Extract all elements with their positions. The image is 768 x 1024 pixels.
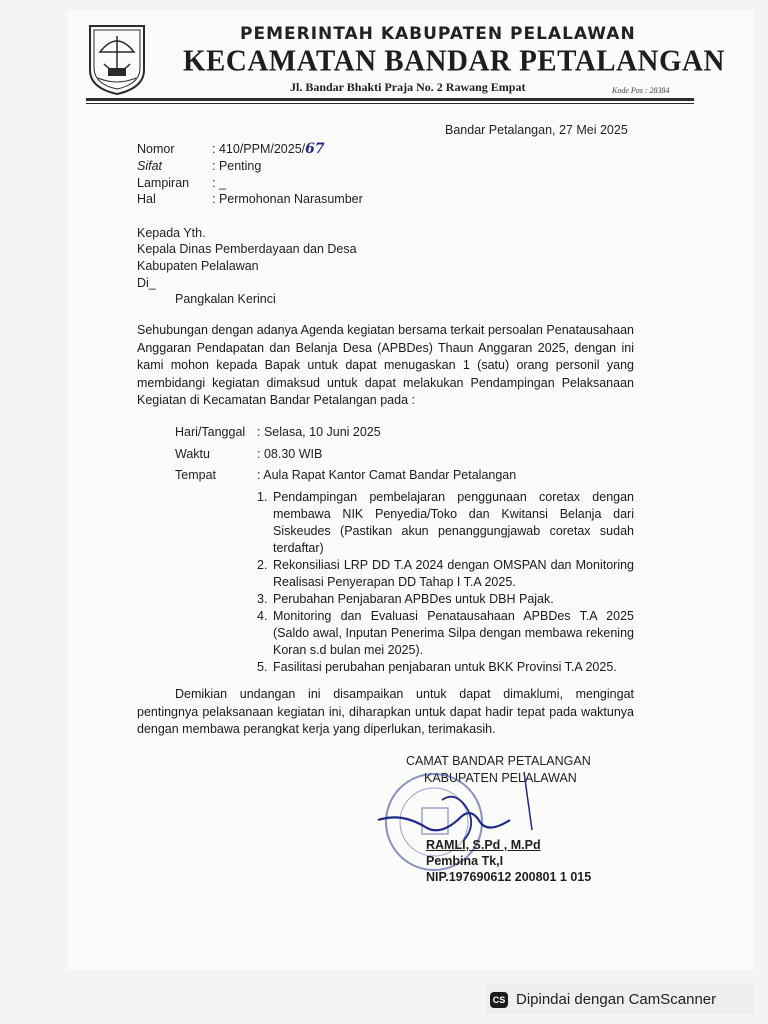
agenda-item: 3. Perubahan Penjabaran APBDes untuk DBH Pajak. [257, 592, 554, 606]
schedule-value-time: : 08.30 WIB [257, 447, 323, 461]
letterhead-postal-code: Kode Pos : 28384 [612, 86, 670, 95]
signature-title-regency: KABUPATEN PELALAWAN [424, 771, 577, 785]
signature-rank: Pembina Tk,I [426, 854, 504, 868]
schedule-value-day: : Selasa, 10 Juni 2025 [257, 425, 381, 439]
signature-title-camat: CAMAT BANDAR PETALANGAN [406, 754, 591, 768]
meta-value-hal: : Permohonan Narasumber [212, 192, 363, 206]
camscanner-logo-icon: CS [490, 992, 508, 1008]
letterhead-divider-thin [86, 103, 694, 104]
recipient-di: Di_ [137, 276, 156, 290]
nomor-handwritten: 67 [305, 141, 325, 157]
agenda-item: 4. Monitoring dan Evaluasi Penatausahaan APBDes T.A 2025 (Saldo awal, Inputan Penerima Silpa dengan membawa rekening Koran s.d bulan mei 2025). [257, 609, 634, 657]
agenda-list [257, 489, 634, 676]
pelalawan-emblem-logo [86, 22, 148, 96]
recipient-position: Kepala Dinas Pemberdayaan dan Desa [137, 242, 357, 256]
recipient-regency: Kabupaten Pelalawan [137, 259, 259, 273]
camscanner-text: Dipindai dengan CamScanner [516, 991, 717, 1008]
schedule-label-day: Hari/Tanggal [175, 425, 246, 439]
schedule-value-place: : Aula Rapat Kantor Camat Bandar Petalangan [257, 468, 517, 482]
agenda-item: 5. Fasilitasi perubahan penjabaran untuk BKK Provinsi T.A 2025. [257, 660, 617, 674]
letterhead-subdistrict: KECAMATAN BANDAR PETALANGAN [183, 44, 725, 78]
recipient-city: Pangkalan Kerinci [175, 292, 276, 306]
place-date: Bandar Petalangan, 27 Mei 2025 [445, 123, 628, 137]
agenda-item: 1. Pendampingan pembelajaran penggunaan coretax dengan membawa NIK Penyedia/Toko dan Kwitansi Belanja dari Siskeudes (Pastikan akun penanggungjawab coretax sudah terdaftar) [257, 490, 634, 555]
agenda-item: 2. Rekonsiliasi LRP DD T.A 2024 dengan OMSPAN dan Monitoring Realisasi Penyerapan DD Tahap I T.A 2025. [257, 558, 634, 589]
recipient-greeting: Kepada Yth. [137, 226, 206, 240]
meta-value-lampiran: : _ [212, 176, 226, 190]
meta-value-nomor: : 410/PPM/2025/67 [212, 141, 325, 157]
letterhead-address: Jl. Bandar Bhakti Praja No. 2 Rawang Empat [290, 80, 526, 94]
schedule-label-time: Waktu [175, 447, 210, 461]
meta-label-nomor: Nomor [137, 142, 175, 156]
signature-name: RAMLI, S.Pd , M.Pd [426, 838, 541, 852]
schedule-label-place: Tempat [175, 468, 216, 482]
letterhead-government: PEMERINTAH KABUPATEN PELALAWAN [240, 24, 636, 44]
closing-paragraph: Demikian undangan ini disampaikan untuk dapat dimaklumi, mengingat pentingnya pelaksanaan kegiatan ini, diharapkan untuk dapat hadir tepat pada waktunya dengan membawa perangkat kerja yang diperlukan, terimakasih. [137, 687, 634, 736]
meta-label-sifat: Sifat [137, 159, 163, 173]
body-paragraph: Sehubungan dengan adanya Agenda kegiatan bersama terkait persoalan Penatausahaan Anggaran Pendapatan dan Belanja Desa (APBDes) Thaun Anggaran 2025, dengan ini kami mohon kepada Bapak untuk dapat menugaskan 1 (satu) orang personil yang membidangi kegiatan dimaksud untuk dapat melakukan Pendampingan Pelaksanaan Kegiatan di Kecamatan Bandar Petalangan pada : [137, 323, 634, 407]
meta-label-hal: Hal [137, 192, 156, 206]
camscanner-badge [486, 985, 754, 1014]
meta-value-sifat: : Penting [212, 159, 262, 173]
letterhead-divider [86, 98, 694, 101]
signature-nip: NIP.197690612 200801 1 015 [426, 870, 592, 884]
meta-label-lampiran: Lampiran [137, 176, 190, 190]
